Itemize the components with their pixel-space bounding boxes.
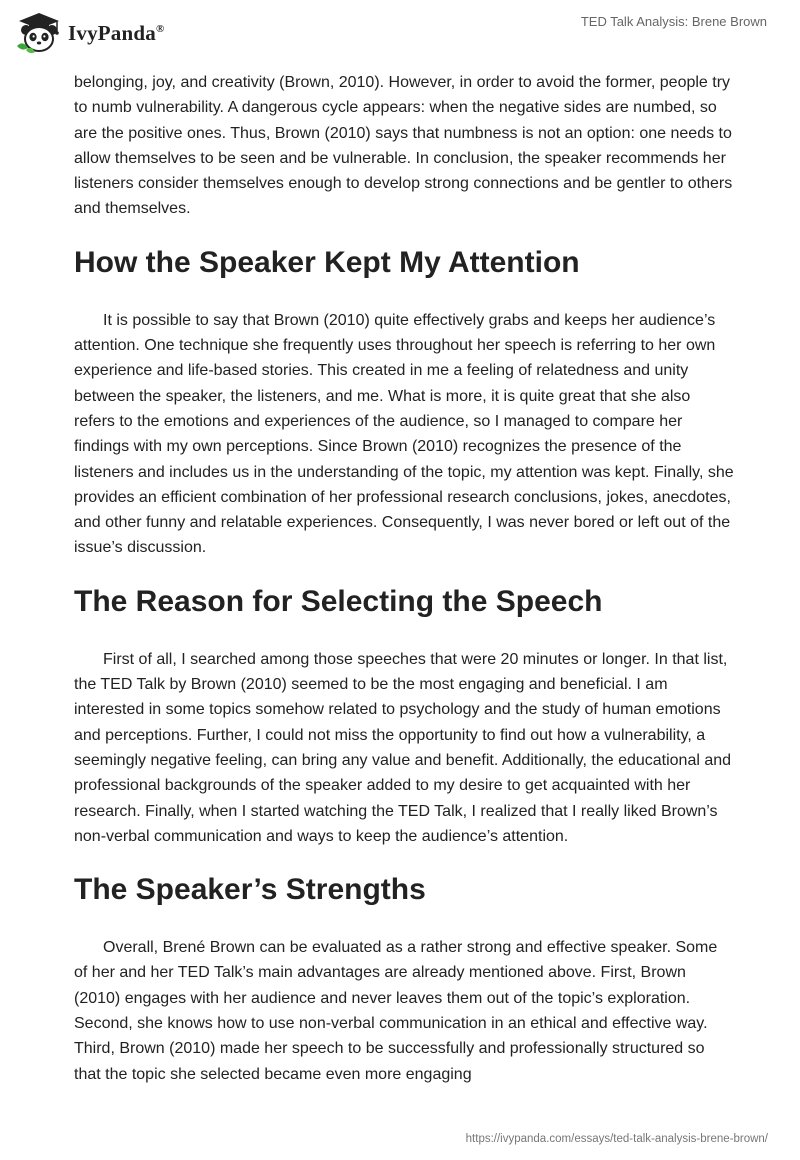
brand-name: IvyPanda® — [68, 20, 165, 45]
panda-graduate-icon — [14, 10, 64, 54]
intro-paragraph: belonging, joy, and creativity (Brown, 2010). However, in order to avoid the former, people try to numb vulnerability. A dangerous cycle appears: when the negative sides are numbed, so are the positive ones. Thus, Brown (2010) says that numbness is not an option: one needs to allow themselves to be seen and be vulnerable. In conclusion, the speaker recommends her listeners consider themselves enough to develop strong connections and be gentler to others and themselves. — [74, 74, 733, 218]
section-paragraph-reason: First of all, I searched among those speeches that were 20 minutes or longer. In that list, the TED Talk by Brown (2010) seemed to be the most engaging and beneficial. I am interested in some topics somehow related to psychology and the study of human emotions and perceptions. Further, I could not miss the opportunity to find out how a vulnerability, a seemingly negative feeling, can bring any value and benefit. Additionally, the educational and professional backgrounds of the speaker added to my desire to get acquainted with her research. Finally, when I started watching the TED Talk, I realized that I really liked Brown’s non-verbal communication and ways to keep the audience’s attention. — [74, 650, 732, 845]
document-title: TED Talk Analysis: Brene Brown — [580, 14, 767, 29]
section-heading-reason: The Reason for Selecting the Speech — [74, 584, 603, 618]
source-url[interactable]: https://ivypanda.com/essays/ted-talk-analysis-brene-brown/ — [465, 1133, 768, 1145]
section-paragraph-strengths: Overall, Brené Brown can be evaluated as a rather strong and effective speaker. Some of her and her TED Talk’s main advantages are already mentioned above. First, Brown (2010) engages with her audience and never leaves them out of the topic’s exploration. Second, she knows how to use non-verbal communication in an ethical and effective way. Third, Brown (2010) made her speech to be successfully and professionally structured so that the topic she selected became even more engaging — [74, 939, 718, 1083]
section-paragraph-attention: It is possible to say that Brown (2010) quite effectively grabs and keeps her audience’s attention. One technique she frequently uses throughout her speech is referring to her own experience and life-based stories. This created in me a feeling of relatedness and unity between the speaker, the listeners, and me. What is more, it is quite great that she also refers to the emotions and experiences of the audience, so I managed to compare her findings with my own perceptions. Since Brown (2010) recognizes the presence of the listeners and includes us in the understanding of the topic, my attention was kept. Finally, she provides an efficient combination of her professional research conclusions, jokes, anecdotes, and other funny and relatable experiences. Consequently, I was never bored or left out of the issue’s discussion. — [74, 311, 734, 557]
page-header — [0, 0, 800, 70]
registered-mark: ® — [155, 22, 165, 35]
ivypanda-logo[interactable] — [14, 10, 164, 54]
section-heading-strengths: The Speaker’s Strengths — [74, 873, 426, 907]
essay-body — [74, 70, 734, 1087]
section-heading-attention: How the Speaker Kept My Attention — [74, 245, 580, 279]
